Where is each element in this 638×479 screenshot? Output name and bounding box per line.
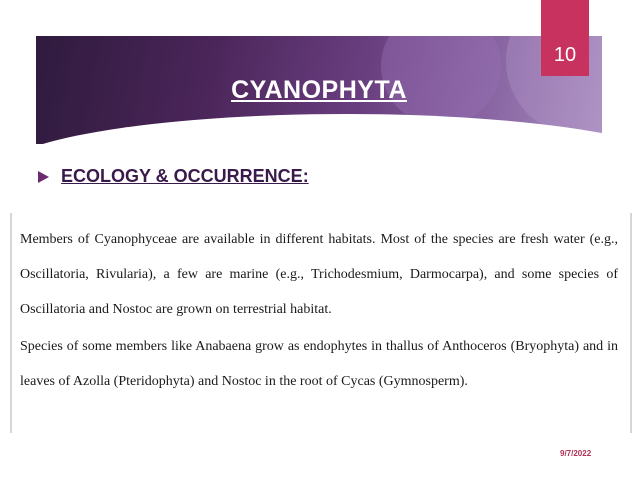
paragraph: Members of Cyanophyceae are available in different habitats. Most of the species are fresh water (e.g., Oscillatoria, Rivularia), a few are marine (e.g., Trichodesmium, Darmocarpa), and some species of Oscillatoria and Nostoc are grown on terrestrial habitat. xyxy=(20,232,618,317)
paragraph: Species of some members like Anabaena grow as endophytes in thallus of Anthoceros (Bryophyta) and in leaves of Azolla (Pteridophyta) and Nostoc in the root of Cycas (Gymnosperm). xyxy=(20,339,618,389)
footer-date: 9/7/2022 xyxy=(560,449,592,458)
page-number-tab xyxy=(541,0,589,76)
section-heading: ECOLOGY & OCCURRENCE: xyxy=(61,166,309,186)
slide-title: CYANOPHYTA xyxy=(231,76,407,104)
triangle-right-icon xyxy=(38,171,49,183)
banner-swoosh xyxy=(36,114,602,144)
page-number: 10 xyxy=(553,44,577,66)
title-banner xyxy=(36,36,602,144)
content-text-box xyxy=(10,213,632,433)
